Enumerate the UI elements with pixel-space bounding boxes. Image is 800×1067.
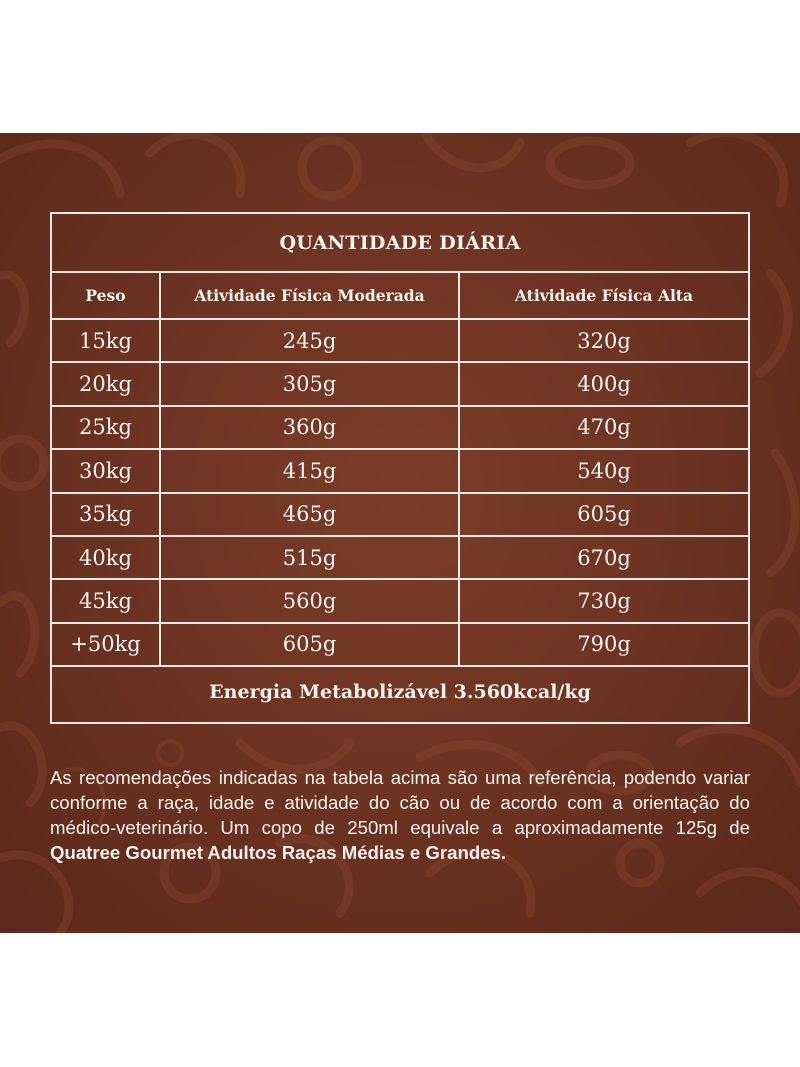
note-product-name: Quatree Gourmet Adultos Raças Médias e Grandes.	[50, 842, 507, 863]
table-row	[52, 537, 748, 580]
table-row	[52, 320, 748, 363]
high-cell: 670g	[577, 545, 631, 570]
high-cell: 790g	[577, 632, 631, 657]
table-header-row	[52, 273, 748, 320]
weight-cell: 35kg	[52, 494, 161, 535]
high-cell: 540g	[577, 458, 631, 483]
weight-cell: 45kg	[52, 580, 161, 621]
weight-cell: +50kg	[52, 624, 161, 665]
recommendation-note	[50, 765, 750, 865]
weight-cell: 40kg	[52, 537, 161, 578]
high-cell: 400g	[577, 372, 631, 397]
header-moderada: Atividade Física Moderada	[161, 273, 460, 318]
energy-footer: Energia Metabolizável 3.560kcal/kg	[209, 680, 591, 703]
weight-cell: 25kg	[52, 407, 161, 448]
header-alta: Atividade Física Alta	[514, 286, 694, 305]
moderate-cell: 560g	[161, 580, 460, 621]
daily-quantity-table	[50, 212, 750, 724]
table-row	[52, 407, 748, 450]
table-row	[52, 624, 748, 667]
table-title: QUANTIDADE DIÁRIA	[52, 214, 748, 273]
table-row	[52, 363, 748, 406]
table-row	[52, 580, 748, 623]
high-cell: 470g	[577, 415, 631, 440]
moderate-cell: 415g	[161, 450, 460, 491]
moderate-cell: 515g	[161, 537, 460, 578]
high-cell: 730g	[577, 589, 631, 614]
moderate-cell: 305g	[161, 363, 460, 404]
note-text: As recomendações indicadas na tabela acima são uma referência, podendo variar conforme a raça, idade e atividade do cão ou de acordo com a orientação do médico-veterinário. Um copo de 250ml equivale a aproximadamente 125g de	[50, 767, 750, 838]
moderate-cell: 465g	[161, 494, 460, 535]
moderate-cell: 360g	[161, 407, 460, 448]
header-peso: Peso	[52, 273, 161, 318]
table-row	[52, 450, 748, 493]
table-row	[52, 494, 748, 537]
weight-cell: 15kg	[52, 320, 161, 361]
high-cell: 605g	[577, 502, 631, 527]
high-cell: 320g	[577, 328, 631, 353]
weight-cell: 30kg	[52, 450, 161, 491]
brown-info-panel	[0, 133, 800, 933]
weight-cell: 20kg	[52, 363, 161, 404]
moderate-cell: 605g	[161, 624, 460, 665]
moderate-cell: 245g	[161, 320, 460, 361]
